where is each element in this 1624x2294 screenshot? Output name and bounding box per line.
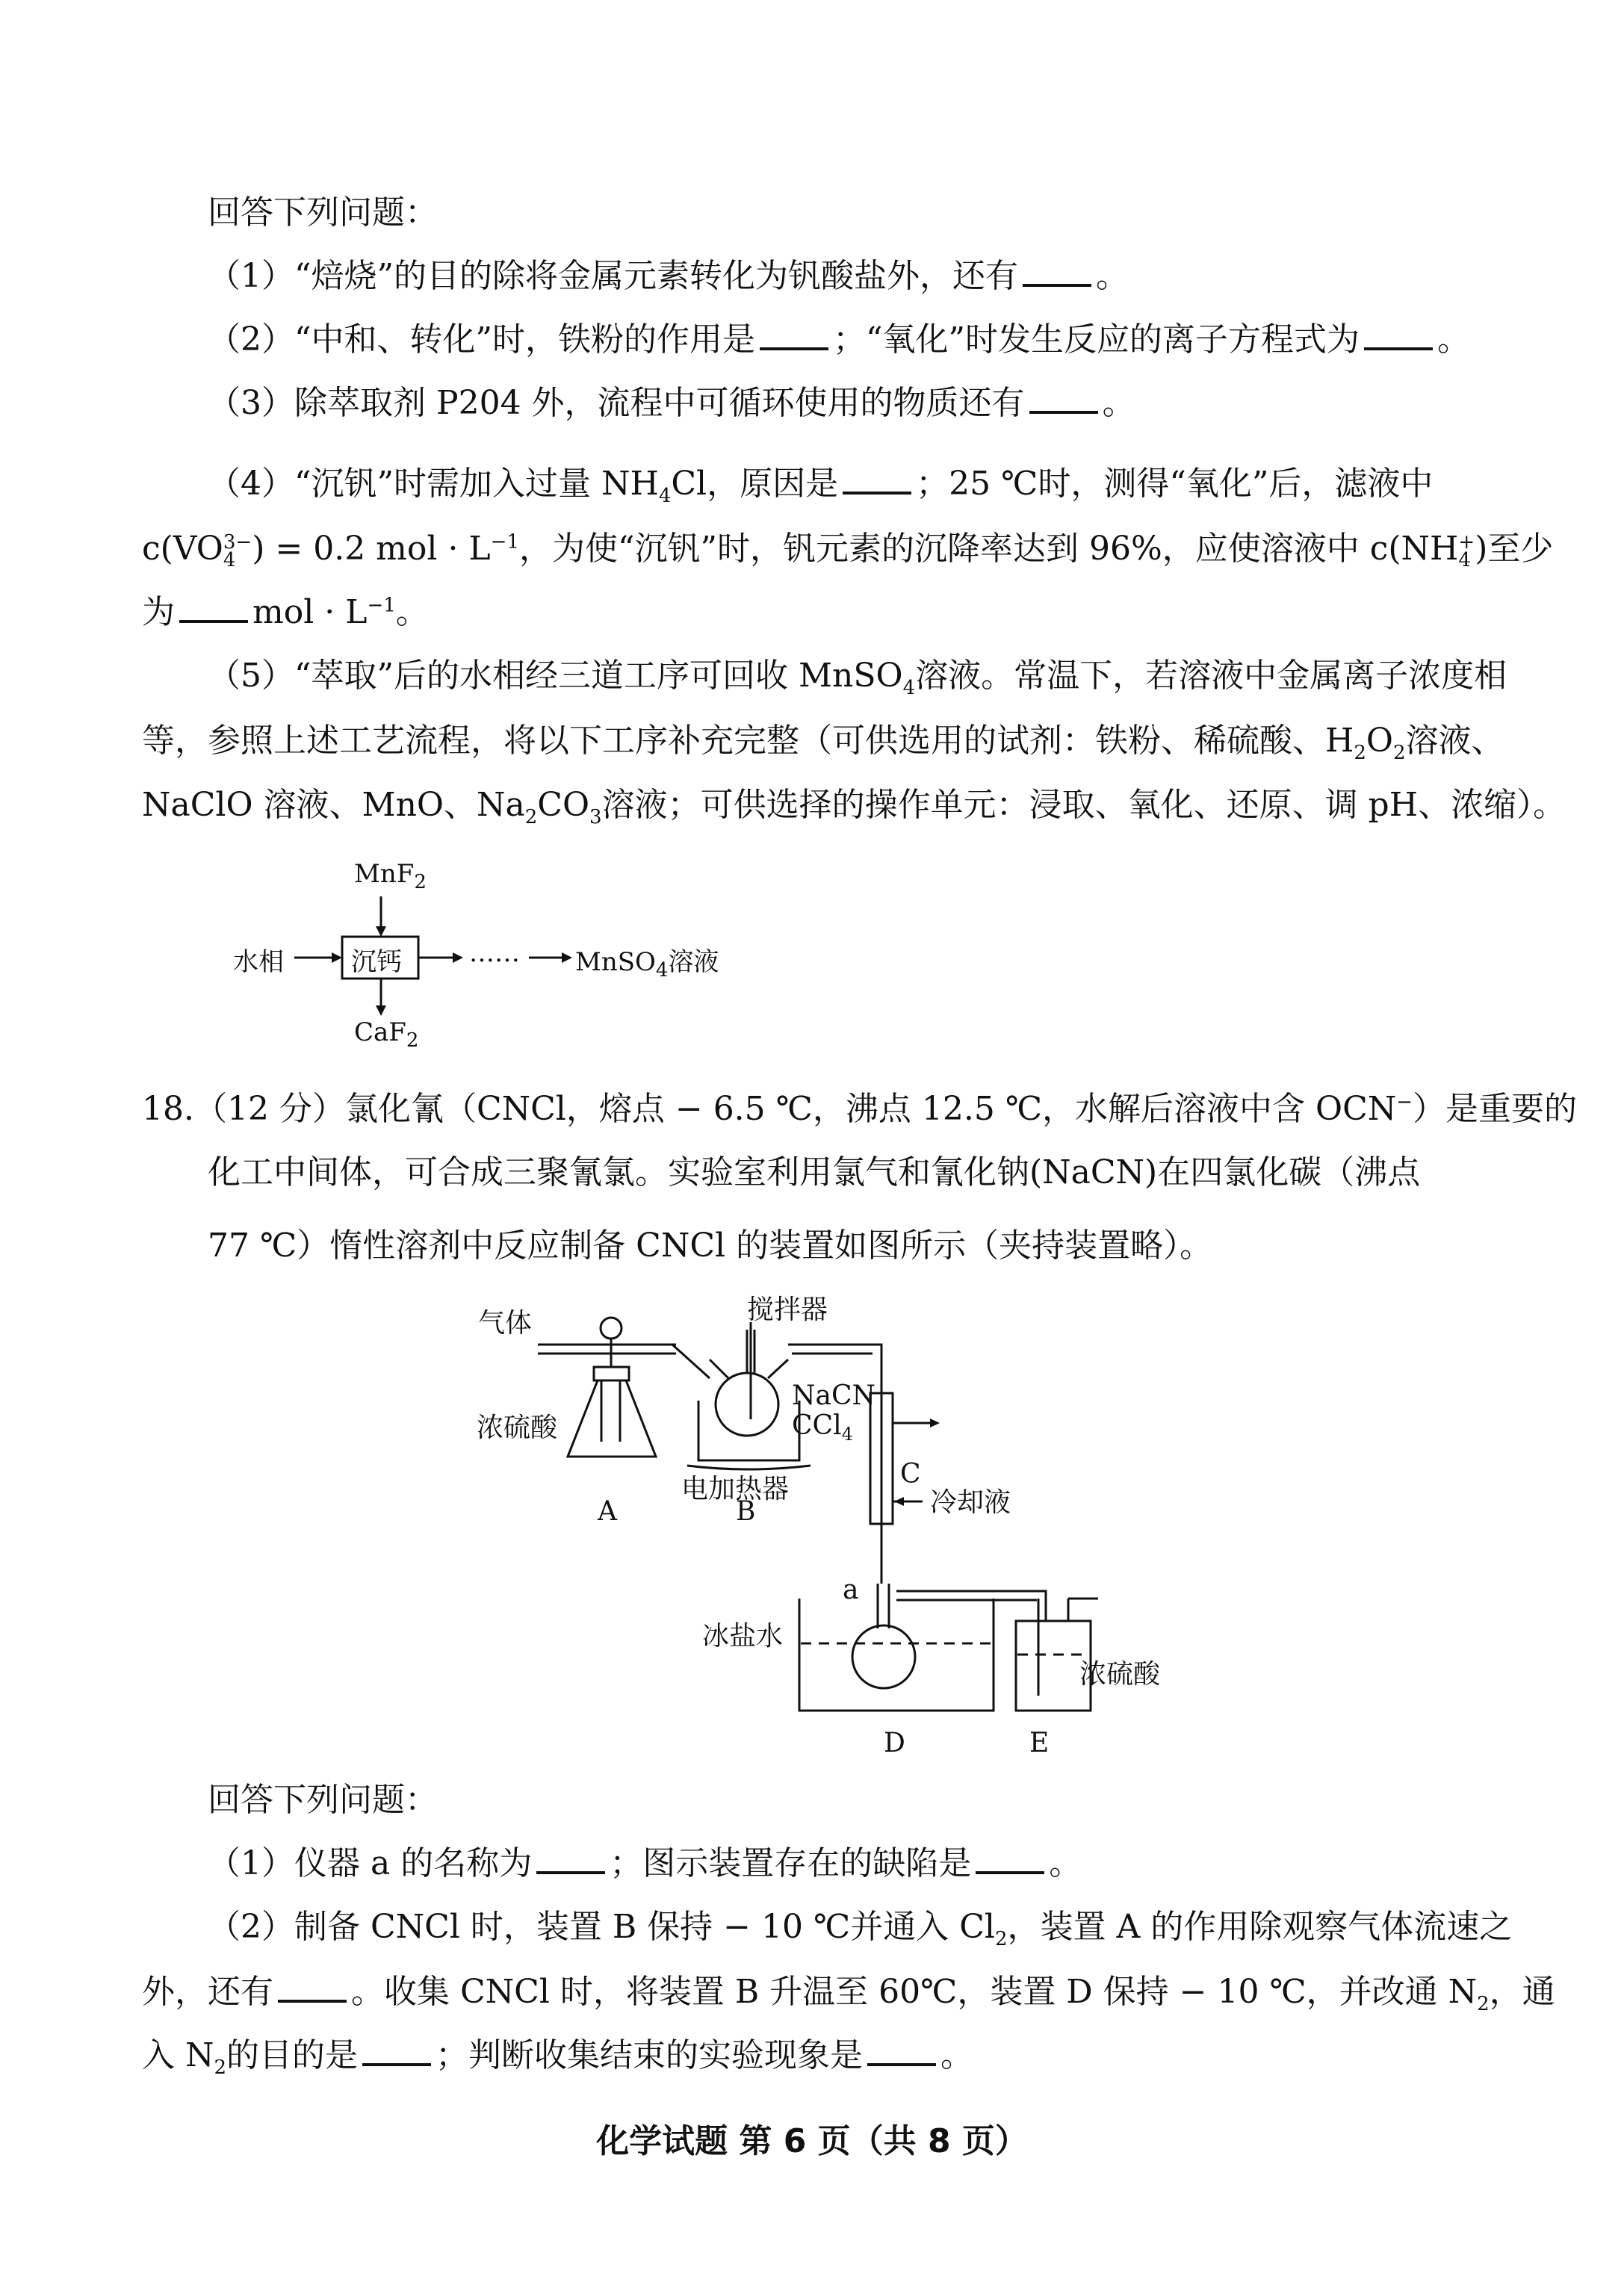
- flow-bottom-label: CaF$_2$: [354, 1017, 419, 1052]
- q17-part-1: （1）“焙烧”的目的除将金属元素转化为钒酸盐外，还有 。: [208, 257, 1129, 295]
- q17-part-4-line3: 为 mol · $L^{-1}$。: [142, 593, 429, 631]
- q17-part-5-line2: 等，参照上述工艺流程，将以下工序补充完整（可供选用的试剂：铁粉、稀硫酸、$H_2O_2$溶液、: [142, 722, 1504, 764]
- label-heater: 电加热器: [681, 1474, 790, 1504]
- answer-blank[interactable]: [536, 1846, 605, 1874]
- label-stirrer: 搅拌器: [747, 1295, 828, 1325]
- label-e-device: E: [1029, 1728, 1050, 1758]
- answer-blank[interactable]: [362, 2038, 431, 2066]
- label-ice-brine: 冰盐水: [702, 1621, 784, 1652]
- q18-answer-intro: 回答下列问题：: [208, 1781, 438, 1819]
- q17-answer-intro: 回答下列问题：: [208, 193, 438, 232]
- q17-part-2: （2）“中和、转化”时，铁粉的作用是 ；“氧化”时发生反应的离子方程式为 。: [208, 320, 1470, 359]
- q17-part-3: （3）除萃取剂 P204 外，流程中可循环使用的物质还有 。: [208, 384, 1135, 422]
- q17-part-4-line1: （4）“沉钒”时需加入过量 $NH_4Cl$，原因是 ；25 ℃时，测得“氧化”后，滤液中: [208, 465, 1434, 507]
- q18-stem-line3: 77 ℃）惰性溶剂中反应制备 CNCl 的装置如图所示（夹持装置略）。: [208, 1227, 1213, 1265]
- q18-stem-line2: 化工中间体，可合成三聚氰氯。实验室利用氯气和氰化钠(NaCN)在四氯化碳（沸点: [208, 1153, 1421, 1191]
- label-a-device: A: [598, 1496, 617, 1527]
- flow-dots: ……: [469, 938, 520, 968]
- label-a-instrument: a: [843, 1575, 859, 1605]
- label-acid-a: 浓硫酸: [477, 1413, 558, 1443]
- flow-top-label: MnF$_2$: [354, 859, 427, 893]
- label-gas: 气体: [478, 1308, 533, 1339]
- answer-blank[interactable]: [976, 1846, 1044, 1874]
- flow-left-label: 水相: [233, 947, 284, 977]
- q18-part-2-line3: 入 $N_2$的目的是 ；判断收集结束的实验现象是 。: [142, 2036, 974, 2079]
- q18-part-1: （1）仪器 a 的名称为 ；图示装置存在的缺陷是 。: [208, 1844, 1082, 1882]
- q17-part-5-line3: NaClO 溶液、MnO、$Na_2CO_3$溶液；可供选择的操作单元：浸取、氧化、还原、调 pH、浓缩）。: [142, 786, 1566, 828]
- label-acid-e: 浓硫酸: [1079, 1659, 1161, 1690]
- q18-part-2-line2: 外，还有 。收集 CNCl 时，将装置 B 升温至 60℃，装置 D 保持 − 10 ℃，并改通 $N_2$，通: [142, 1973, 1555, 2015]
- q18-part-2-line1: （2）制备 CNCl 时，装置 B 保持 − 10 ℃并通入 $Cl_2$，装置 A 的作用除观察气体流速之: [208, 1908, 1513, 1950]
- q17-part-4-line2: c(VO 3− 4 ) = 0.2 mol · $L^{-1}$，为使“沉钒”时，钒元素的沉降率达到 96%，应使溶液中 c(NH + 4 )至少: [142, 530, 1554, 571]
- label-coolant: 冷却液: [930, 1487, 1011, 1518]
- label-b-device: B: [736, 1496, 756, 1527]
- flow-right-label: MnSO$_4$溶液: [575, 947, 719, 982]
- answer-blank[interactable]: [278, 1974, 347, 2003]
- q17-part-5-line1: （5）“萃取”后的水相经三道工序可回收 MnSO$_4$溶液。常温下，若溶液中金属离子浓度相: [208, 657, 1507, 699]
- page-footer: 化学试题 第 6 页（共 8 页）: [596, 2122, 1028, 2160]
- answer-blank[interactable]: [867, 2038, 936, 2066]
- q18-stem-line1: 18.（12 分）氯化氰（CNCl，熔点 − 6.5 ℃，沸点 12.5 ℃，水解后溶液中含 OCN−）是重要的: [142, 1090, 1578, 1128]
- label-c-device: C: [900, 1459, 921, 1489]
- flow-box-label: 沉钙: [351, 947, 402, 977]
- label-nacn: NaCN: [792, 1380, 876, 1411]
- label-ccl4: CCl$_4$: [792, 1410, 853, 1445]
- label-d-device: D: [884, 1728, 905, 1758]
